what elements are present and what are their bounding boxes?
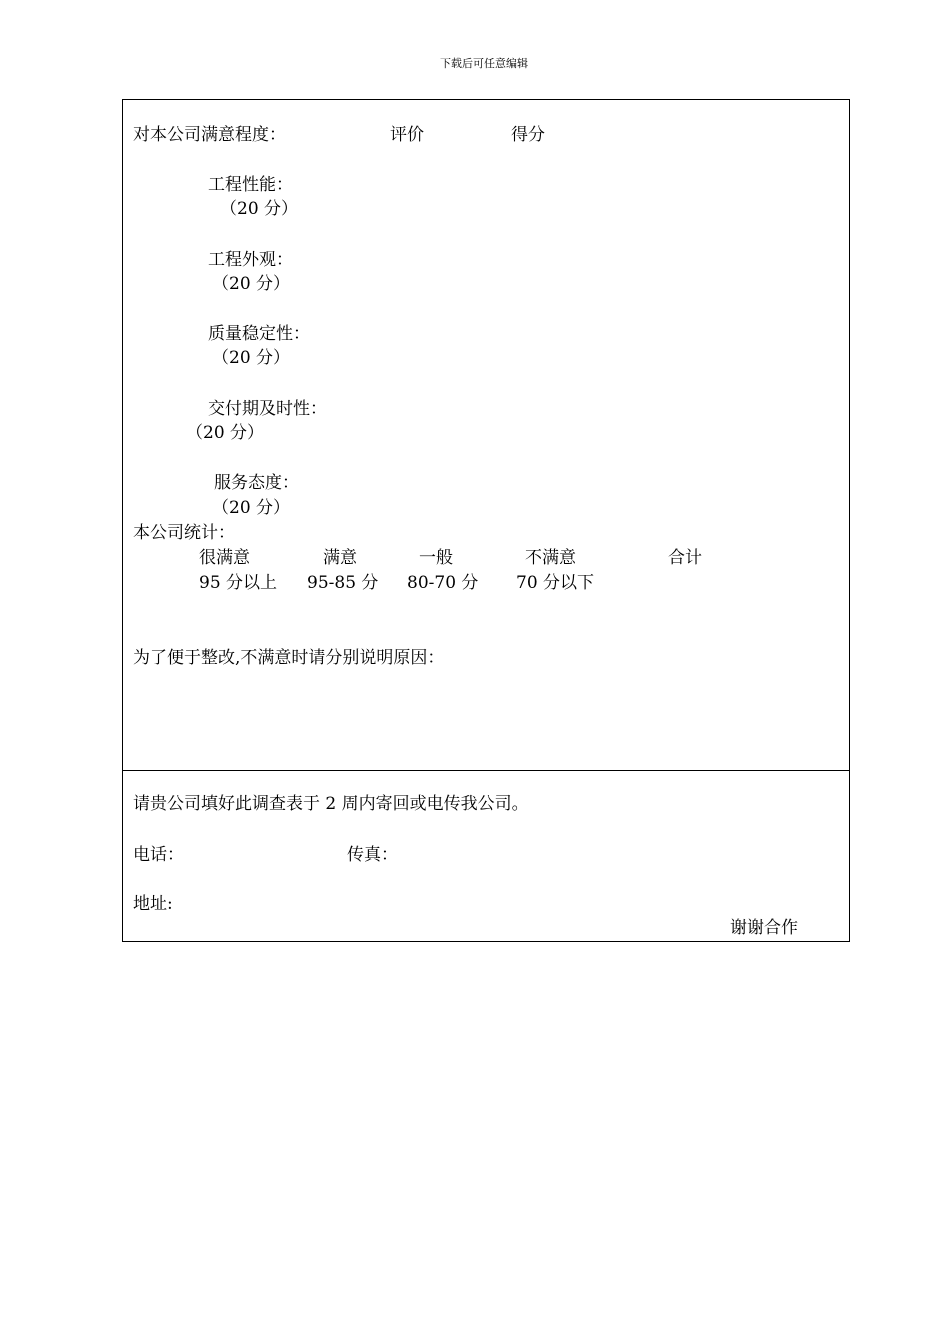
stats-header-average: 一般	[419, 548, 453, 568]
stats-header-very-satisfied: 很满意	[199, 548, 250, 568]
item-stability-points: （20 分）	[212, 348, 291, 368]
score-column-header: 得分	[511, 125, 545, 145]
stats-header-unsatisfied: 不满意	[525, 548, 576, 568]
item-delivery-label: 交付期及时性：	[208, 399, 327, 419]
item-appearance-points: （20 分）	[212, 274, 291, 294]
item-service-label: 服务态度：	[214, 473, 299, 493]
item-stability-label: 质量稳定性：	[208, 324, 310, 344]
item-appearance-label: 工程外观：	[208, 250, 293, 270]
reason-prompt: 为了便于整改,不满意时请分别说明原因：	[133, 648, 445, 668]
return-instruction: 请贵公司填好此调查表于 2 周内寄回或电传我公司。	[133, 794, 529, 814]
stats-range-satisfied: 95-85 分	[307, 573, 379, 593]
fax-label: 传真：	[347, 845, 398, 865]
stats-range-very-satisfied: 95 分以上	[199, 573, 278, 593]
stats-header-total: 合计	[668, 548, 702, 568]
address-label: 地址:	[133, 894, 173, 914]
item-performance-label: 工程性能：	[208, 175, 293, 195]
stats-header-satisfied: 满意	[323, 548, 357, 568]
satisfaction-heading: 对本公司满意程度：	[133, 125, 286, 145]
stats-range-average: 80-70 分	[407, 573, 479, 593]
thanks-note: 谢谢合作	[730, 918, 798, 938]
evaluation-column-header: 评价	[390, 125, 424, 145]
phone-label: 电话：	[133, 845, 184, 865]
header-note: 下载后可任意编辑	[440, 57, 528, 70]
item-performance-points: （20 分）	[220, 199, 299, 219]
item-delivery-points: （20 分）	[186, 423, 265, 443]
item-service-points: （20 分）	[212, 498, 291, 518]
stats-title: 本公司统计：	[133, 523, 235, 543]
stats-range-unsatisfied: 70 分以下	[516, 573, 595, 593]
